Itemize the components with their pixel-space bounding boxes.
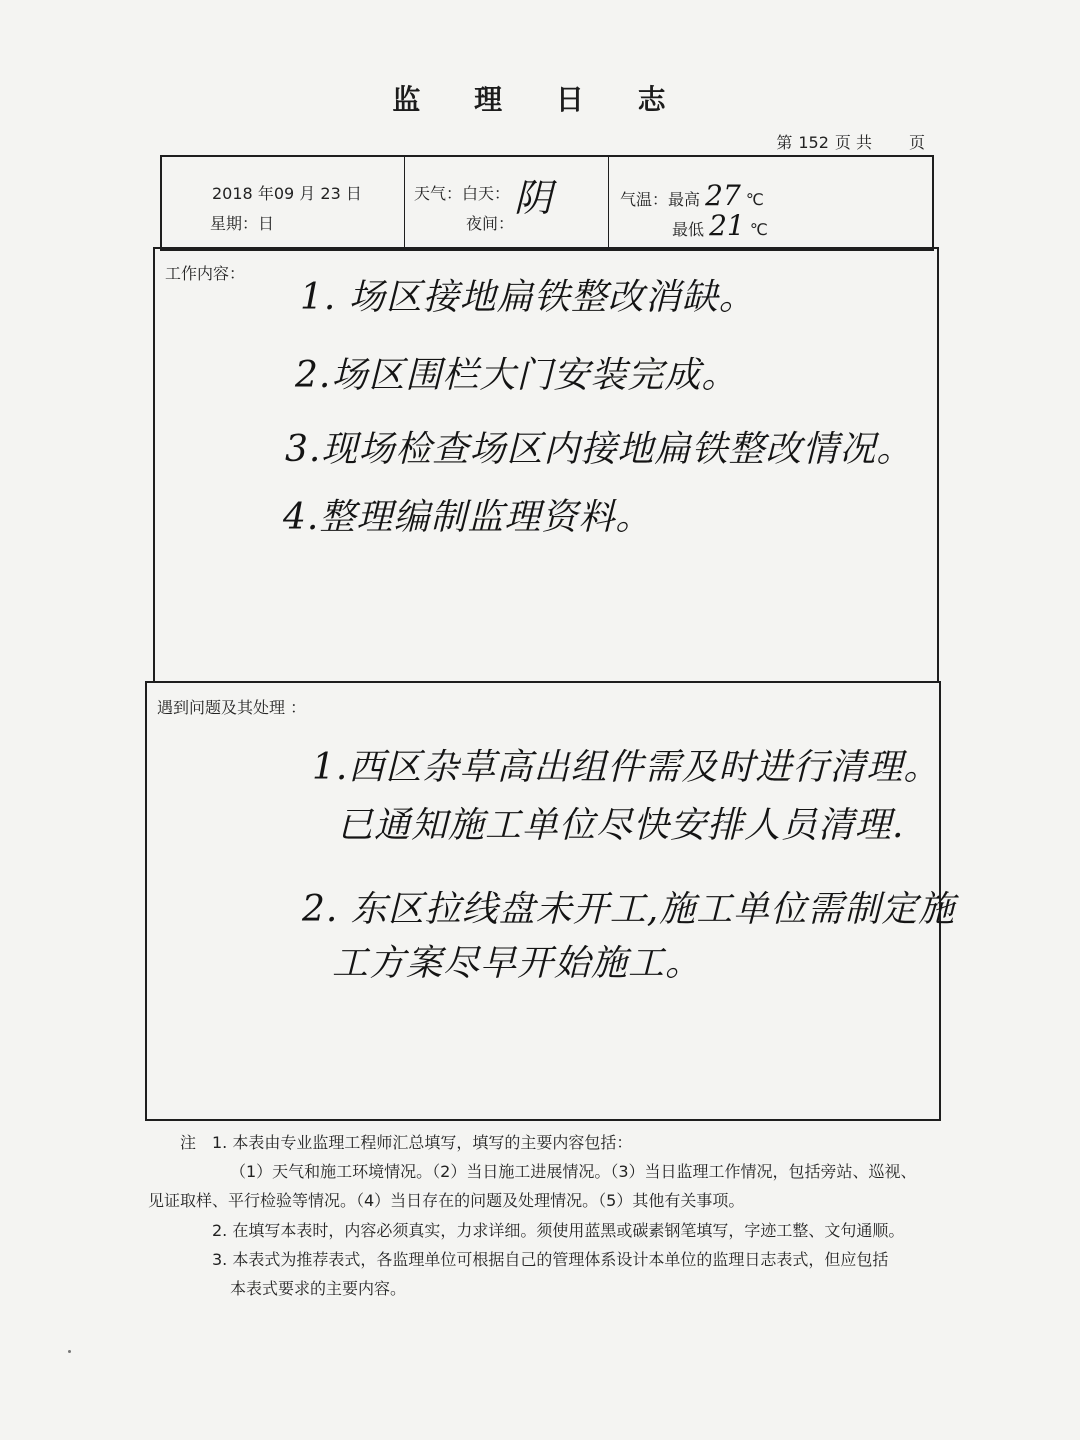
problem-line: 2. 东区拉线盘未开工,施工单位需制定施 xyxy=(302,889,956,930)
work-item: 4.整理编制监理资料。 xyxy=(283,497,653,538)
night-weather-line xyxy=(466,211,514,234)
high-temp-line xyxy=(620,179,764,212)
weather-label: 天气： xyxy=(414,184,463,203)
weather-cell xyxy=(406,157,609,249)
year-label: 年 xyxy=(257,184,274,203)
weekday-label: 星期： xyxy=(210,214,259,233)
high-label: 最高 xyxy=(668,190,701,209)
note-line: （1）天气和施工环境情况。（2）当日施工进展情况。（3）当日监理工作情况，包括旁站、巡视、 xyxy=(230,1162,917,1181)
problem-line: 1.西区杂草高出组件需及时进行清理。 xyxy=(312,747,941,788)
page-number xyxy=(773,130,928,153)
note-line: 2. 在填写本表时，内容必须真实，力求详细。须使用蓝黑或碳素钢笔填写，字迹工整、文句通顺。 xyxy=(212,1221,905,1240)
note-line: 3. 本表式为推荐表式，各监理单位可根据自己的管理体系设计本单位的监理日志表式，但应包括 xyxy=(212,1250,889,1269)
work-item: 3.现场检查场区内接地扁铁整改情况。 xyxy=(285,429,914,470)
scan-speck xyxy=(68,1350,71,1353)
work-item: 2.场区围栏大门安装完成。 xyxy=(295,355,739,396)
note-line: 1. 本表由专业监理工程师汇总填写，填写的主要内容包括： xyxy=(212,1133,633,1152)
page-prefix: 第 xyxy=(776,133,793,152)
temperature-cell xyxy=(610,157,932,249)
day-weather-value: 阴 xyxy=(514,176,553,220)
low-value: 21 xyxy=(709,209,745,242)
note-line: 见证取样、平行检验等情况。（4）当日存在的问题及处理情况。（5）其他有关事项。 xyxy=(148,1191,745,1210)
date-line xyxy=(212,181,362,204)
notes-prefix: 注 xyxy=(180,1133,197,1152)
day-weather-label: 白天： xyxy=(462,184,511,203)
month-value: 09 xyxy=(273,184,295,203)
weekday-line xyxy=(210,211,274,234)
temp-label: 气温： xyxy=(620,190,669,209)
low-label: 最低 xyxy=(672,220,705,239)
problem-line: 已通知施工单位尽快安排人员清理. xyxy=(337,805,905,846)
night-weather-label: 夜间： xyxy=(466,214,515,233)
high-value: 27 xyxy=(705,179,741,212)
work-item: 1. 场区接地扁铁整改消缺。 xyxy=(300,277,756,318)
day-value: 23 xyxy=(320,184,341,203)
page-number-value: 152 xyxy=(798,133,829,152)
note-line: 本表式要求的主要内容。 xyxy=(230,1279,407,1298)
month-label: 月 xyxy=(299,184,316,203)
page-title: 监 理 日 志 xyxy=(392,83,688,116)
date-cell xyxy=(162,157,405,249)
problems-section xyxy=(145,681,956,1121)
low-temp-line xyxy=(672,209,768,242)
year-value: 2018 xyxy=(212,184,253,203)
problems-label: 遇到问题及其处理 ： xyxy=(157,698,307,717)
low-unit: ℃ xyxy=(749,220,768,239)
day-label: 日 xyxy=(345,184,362,203)
weekday-value: 日 xyxy=(258,214,275,233)
work-content-section xyxy=(153,247,939,683)
page-suffix: 页 xyxy=(908,133,925,152)
problem-line: 工方案尽早开始施工。 xyxy=(332,943,703,984)
high-unit: ℃ xyxy=(745,190,764,209)
page-mid: 页 共 xyxy=(834,133,872,152)
day-weather-line xyxy=(414,181,510,204)
work-content-label: 工作内容： xyxy=(165,264,246,283)
header-row xyxy=(160,155,934,251)
